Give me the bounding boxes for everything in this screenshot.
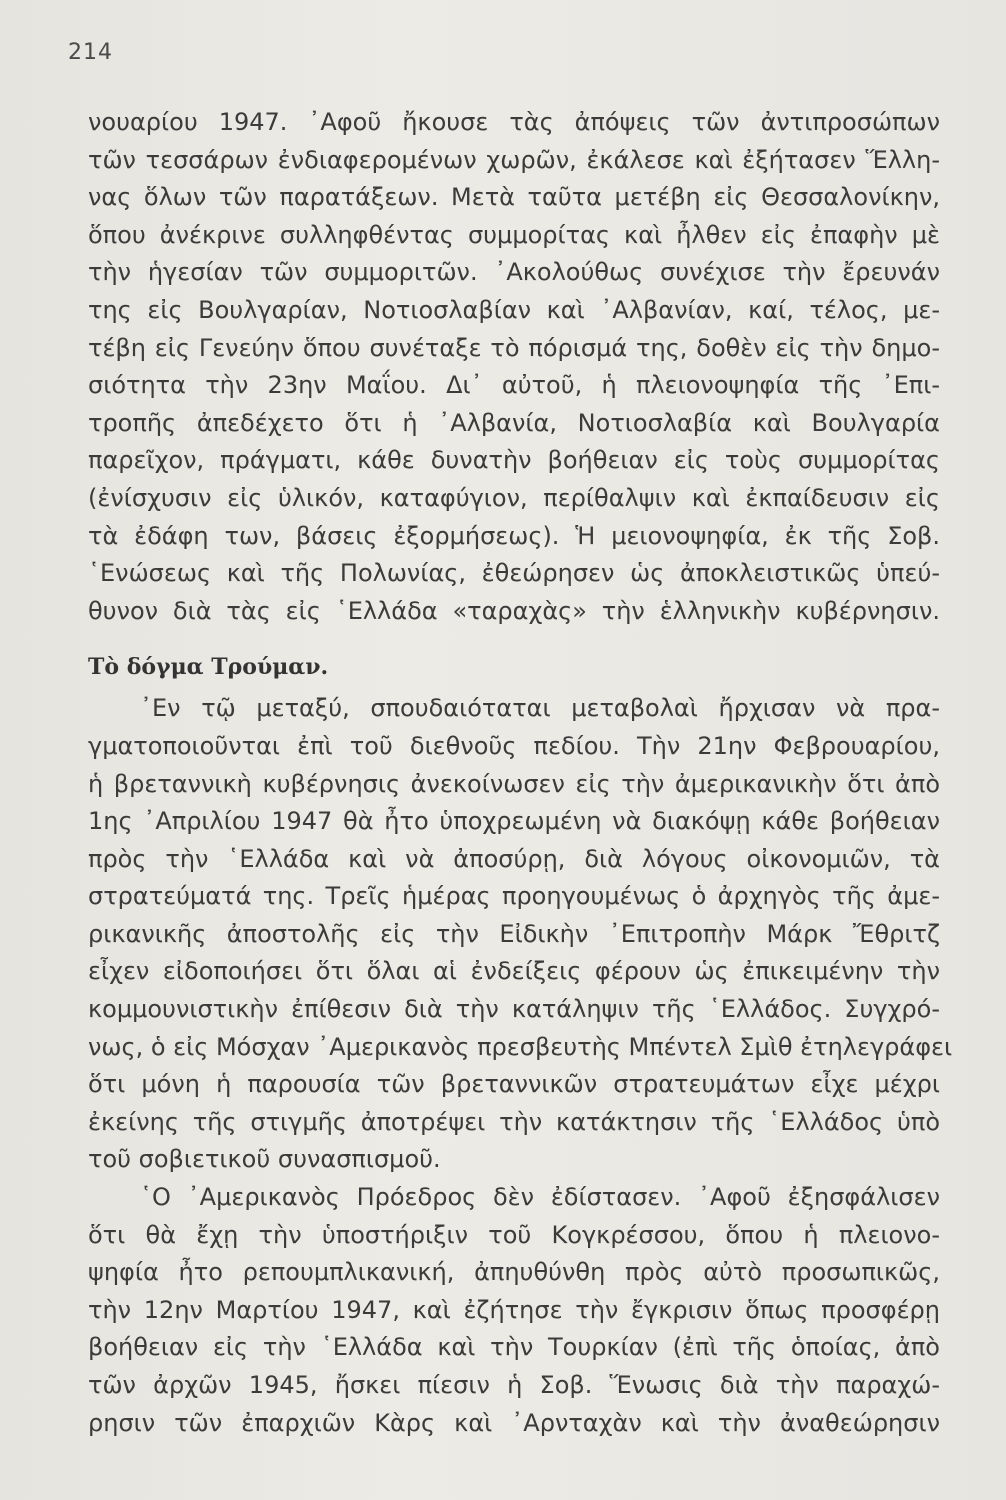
text-line: πρὸς τὴν ῾Ελλάδα καὶ νὰ ἀποσύρῃ, διὰ λόγους οἰκονομιῶν, τὰ bbox=[88, 844, 940, 873]
text-line: ὅτι μόνη ἡ παρουσία τῶν βρεταννικῶν στρατευμάτων εἶχε μέχρι bbox=[88, 1070, 940, 1099]
text-line: βοήθειαν εἰς τὴν ῾Ελλάδα καὶ τὴν Τουρκίαν (ἐπὶ τῆς ὁποίας, ἀπὸ bbox=[88, 1333, 940, 1362]
page-number: 214 bbox=[68, 40, 113, 65]
text-line: ῾Ο ᾿Αμερικανὸς Πρόεδρος δὲν ἐδίστασεν. ᾿Αφοῦ ἐξησφάλισεν bbox=[140, 1183, 940, 1212]
text-line: ρησιν τῶν ἐπαρχιῶν Κὰρς καὶ ᾿Αρνταχὰν καὶ τὴν ἀναθεώρησιν bbox=[88, 1408, 940, 1437]
text-line: σιότητα τὴν 23ην Μαΐου. Δι᾿ αὐτοῦ, ἡ πλειονοψηφία τῆς ᾿Επι- bbox=[88, 371, 940, 400]
text-line: ὅπου ἀνέκρινε συλληφθέντας συμμορίτας καὶ ἦλθεν εἰς ἐπαφὴν μὲ bbox=[88, 220, 940, 249]
text-line: της εἰς Βουλγαρίαν, Νοτιοσλαβίαν καὶ ᾿Αλβανίαν, καί, τέλος, με- bbox=[88, 295, 940, 324]
text-line: θυνον διὰ τὰς εἰς ῾Ελλάδα «ταραχὰς» τὴν ἑλληνικὴν κυβέρνησιν. bbox=[88, 596, 940, 625]
text-line: τέβη εἰς Γενεύην ὅπου συνέταξε τὸ πόρισμά της, δοθὲν εἰς τὴν δημο- bbox=[88, 333, 940, 362]
section-heading: Τὸ δόγμα Τρούμαν. bbox=[88, 654, 329, 681]
text-line: ὅτι θὰ ἔχῃ τὴν ὑποστήριξιν τοῦ Κογκρέσσου, ὅπου ἡ πλειονο- bbox=[88, 1220, 940, 1249]
text-line: νουαρίου 1947. ᾿Αφοῦ ἤκουσε τὰς ἀπόψεις τῶν ἀντιπροσώπων bbox=[88, 108, 940, 136]
text-line: ἡ βρεταννικὴ κυβέρνησις ἀνεκοίνωσεν εἰς τὴν ἀμερικανικὴν ὅτι ἀπὸ bbox=[88, 769, 940, 798]
paragraph-2 bbox=[88, 690, 953, 1179]
text-line: κομμουνιστικὴν ἐπίθεσιν διὰ τὴν κατάληψιν τῆς ῾Ελλάδος. Συγχρό- bbox=[88, 995, 940, 1024]
text-line: ρικανικῆς ἀποστολῆς εἰς τὴν Εἰδικὴν ᾿Επιτροπὴν Μάρκ Ἔθριτζ bbox=[88, 919, 940, 948]
text-line: γματοποιοῦνται ἐπὶ τοῦ διεθνοῦς πεδίου. Τὴν 21ην Φεβρουαρίου, bbox=[88, 731, 940, 760]
text-line: τὰ ἐδάφη των, βάσεις ἐξορμήσεως). Ἡ μειονοψηφία, ἐκ τῆς Σοβ. bbox=[88, 521, 940, 550]
paragraph-3 bbox=[88, 1179, 940, 1442]
text-line: τοῦ σοβιετικοῦ συνασπισμοῦ. bbox=[88, 1145, 441, 1174]
text-line: νας ὅλων τῶν παρατάξεων. Μετὰ ταῦτα μετέβη εἰς Θεσσαλονίκην, bbox=[88, 183, 940, 212]
text-line: τροπῆς ἀπεδέχετο ὅτι ἡ ᾿Αλβανία, Νοτιοσλαβία καὶ Βουλγαρία bbox=[88, 408, 940, 437]
text-line: ἐκείνης τῆς στιγμῆς ἀποτρέψει τὴν κατάκτησιν τῆς ῾Ελλάδος ὑπὸ bbox=[88, 1107, 940, 1136]
text-line: ψηφία ἦτο ρεπουμπλικανική, ἀπηυθύνθη πρὸς αὐτὸ προσωπικῶς, bbox=[88, 1258, 940, 1287]
text-line: στρατεύματά της. Τρεῖς ἡμέρας προηγουμένως ὁ ἀρχηγὸς τῆς ἀμε- bbox=[88, 882, 940, 911]
text-line: τὴν ἡγεσίαν τῶν συμμοριτῶν. ᾿Ακολούθως συνέχισε τὴν ἔρευνάν bbox=[88, 258, 940, 287]
text-line: εἶχεν εἰδοποιήσει ὅτι ὅλαι αἱ ἐνδείξεις φέρουν ὡς ἐπικειμένην τὴν bbox=[88, 957, 940, 986]
text-line: τὴν 12ην Μαρτίου 1947, καὶ ἐζήτησε τὴν ἔγκρισιν ὅπως προσφέρῃ bbox=[88, 1295, 940, 1324]
text-line: 1ης ᾿Απριλίου 1947 θὰ ἦτο ὑποχρεωμένη νὰ διακόψῃ κάθε βοήθειαν bbox=[88, 807, 940, 836]
text-line: τῶν ἀρχῶν 1945, ἤσκει πίεσιν ἡ Σοβ. Ἕνωσις διὰ τὴν παραχώ- bbox=[88, 1371, 940, 1399]
text-line: (ἐνίσχυσιν εἰς ὑλικόν, καταφύγιον, περίθαλψιν καὶ ἐκπαίδευσιν εἰς bbox=[88, 483, 940, 512]
text-line: παρεῖχον, πράγματι, κάθε δυνατὴν βοήθειαν εἰς τοὺς συμμορίτας bbox=[88, 446, 940, 475]
page-text bbox=[88, 104, 953, 1442]
paragraph-1 bbox=[88, 104, 940, 630]
text-line: τῶν τεσσάρων ἐνδιαφερομένων χωρῶν, ἐκάλεσε καὶ ἐξήτασεν Ἕλλη- bbox=[88, 145, 940, 174]
text-line: ῾Ενώσεως καὶ τῆς Πολωνίας, ἐθεώρησεν ὡς ἀποκλειστικῶς ὑπεύ- bbox=[88, 559, 940, 588]
text-line: νως, ὁ εἰς Μόσχαν ᾿Αμερικανὸς πρεσβευτὴς Μπέντελ Σμὶθ ἐτηλεγράφει bbox=[88, 1032, 953, 1061]
text-line: ᾿Εν τῷ μεταξύ, σπουδαιόταται μεταβολαὶ ἤρχισαν νὰ πρα- bbox=[140, 694, 940, 723]
